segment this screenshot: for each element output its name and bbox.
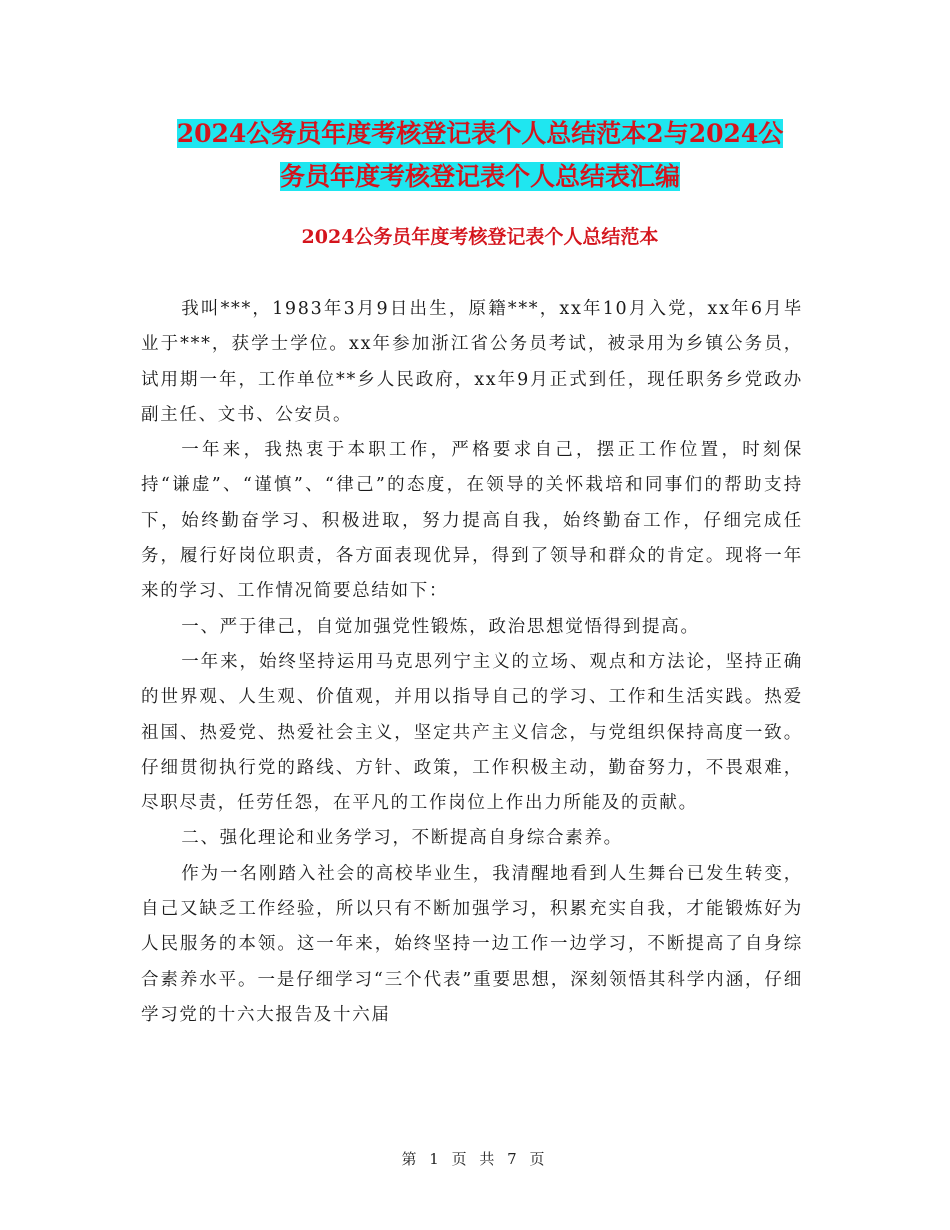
paragraph-politics: 一年来，始终坚持运用马克思列宁主义的立场、观点和方法论，坚持正确的世界观、人生观、价值观，并用以指导自己的学习、工作和生活实践。热爱祖国、热爱党、热爱社会主义，坚定共产主义信念，与党组织保持高度一致。仔细贯彻执行党的路线、方针、政策，工作积极主动，勤奋努力，不畏艰难，尽职尽责，任劳任怨，在平凡的工作岗位上作出力所能及的贡献。 [141, 651, 803, 814]
document-body [141, 292, 803, 1033]
paragraph-intro: 我叫***，1983年3月9日出生，原籍***，xx年10月入党，xx年6月毕业于***，获学士学位。xx年参加浙江省公务员考试，被录用为乡镇公务员，试用期一年，工作单位**乡人民政府，xx年9月正式到任，现任职务乡党政办副主任、文书、公安员。 [141, 299, 803, 425]
section-title: 2024公务员年度考核登记表个人总结范本 [301, 226, 659, 248]
document-title-line-1: 2024公务员年度考核登记表个人总结范本2与2024公 [176, 119, 784, 148]
page-number: 第 1 页 共 7 页 [401, 1150, 549, 1168]
paragraph-overview: 一年来，我热衷于本职工作，严格要求自己，摆正工作位置，时刻保持“谦虚”、“谨慎”、“律己”的态度，在领导的关怀栽培和同事们的帮助支持下，始终勤奋学习、积极进取，努力提高自我，始终勤奋工作，仔细完成任务，履行好岗位职责，各方面表现优异，得到了领导和群众的肯定。现将一年来的学习、工作情况简要总结如下： [141, 440, 803, 602]
document-title-line-2: 务员年度考核登记表个人总结表汇编 [279, 162, 680, 191]
paragraph-heading-2: 二、强化理论和业务学习，不断提高自身综合素养。 [181, 828, 623, 849]
document-title [140, 112, 820, 198]
paragraph-heading-1: 一、严于律己，自觉加强党性锻炼，政治思想觉悟得到提高。 [181, 616, 700, 637]
paragraph-study: 作为一名刚踏入社会的高校毕业生，我清醒地看到人生舞台已发生转变，自己又缺乏工作经验，所以只有不断加强学习，积累充实自我，才能锻炼好为人民服务的本领。这一年来，始终坚持一边工作一边学习，不断提高了自身综合素养水平。一是仔细学习“三个代表”重要思想，深刻领悟其科学内涵，仔细学习党的十六大报告及十六届 [141, 863, 803, 1025]
